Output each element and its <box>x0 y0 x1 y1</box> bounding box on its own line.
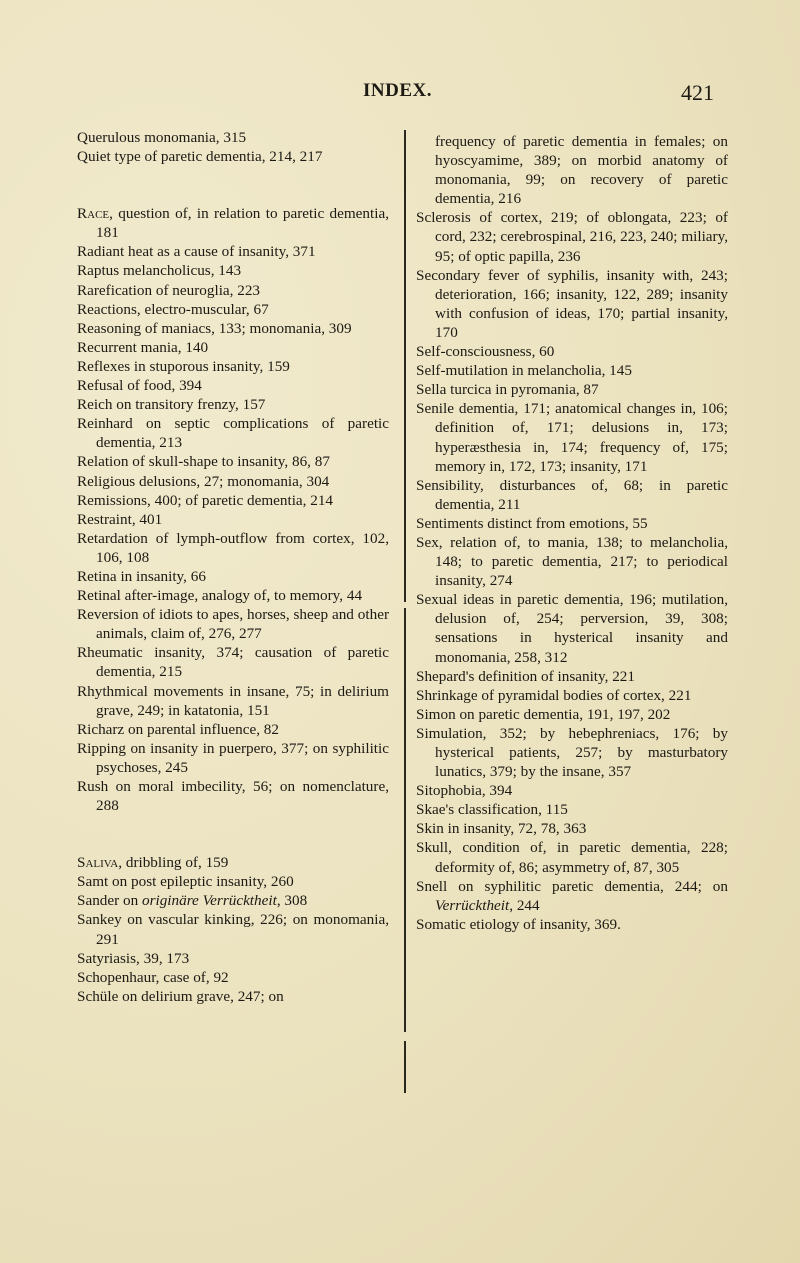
entry-text: Snell on syphilitic paretic dementia, 244; on <box>416 877 728 895</box>
index-entry: Reflexes in stuporous insanity, 159 <box>77 357 290 375</box>
entry-text: , question of, in relation to paretic dementia, 181 <box>96 205 389 242</box>
entry-text: , 244 <box>509 896 540 914</box>
index-entry <box>416 877 728 915</box>
index-entry: Sexual ideas in paretic dementia, 196; mutilation, delusion of, 254; perversion, 39, 308; sensations in hysterical insanity and monomania, 258, 312 <box>416 591 728 666</box>
index-entry: Rarefication of neuroglia, 223 <box>77 281 261 299</box>
entry-text: , 308 <box>276 892 308 910</box>
running-title: INDEX. <box>363 80 432 101</box>
index-entry: Religious delusions, 27; monomania, 304 <box>77 472 330 490</box>
index-entry: Simulation, 352; by hebephreniacs, 176; by hysterical patients, 257; by masturbatory lunatics, 379; by the insane, 357 <box>416 724 728 781</box>
index-entry: Rheumatic insanity, 374; causation of paretic dementia, 215 <box>77 644 389 681</box>
index-entry: Schopenhaur, case of, 92 <box>77 968 229 986</box>
index-entry <box>77 891 389 910</box>
index-entry: Shepard's definition of insanity, 221 <box>416 667 635 685</box>
entry-text: , dribbling of, 159 <box>118 854 229 872</box>
index-entry: Rhythmical movements in insane, 75; in delirium grave, 249; in katatonia, 151 <box>77 682 389 719</box>
index-entry: Simon on paretic dementia, 191, 197, 202 <box>416 705 671 723</box>
index-entry: Secondary fever of syphilis, insanity with, 243; deterioration, 166; insanity, 122, 289; insanity with confusion of ideas, 170; partial insanity, 170 <box>416 266 728 341</box>
index-entry: Remissions, 400; of paretic dementia, 214 <box>77 491 334 509</box>
index-entry: Sclerosis of cortex, 219; of oblongata, 223; of cord, 232; cerebrospinal, 216, 223, 240; miliary, 95; of optic papilla, 236 <box>416 209 728 265</box>
index-entry: Satyriasis, 39, 173 <box>77 949 190 967</box>
entry-italic-term: originäre Verrücktheit <box>141 892 277 910</box>
index-entry: Senile dementia, 171; anatomical changes in, 106; definition of, 171; delusions in, 173; hyperæsthesia in, 174; frequency of, 175; memory in, 172, 173; insanity, 171 <box>416 400 728 475</box>
entry-italic-term: Verrücktheit <box>435 896 510 914</box>
index-column-left <box>77 128 389 1006</box>
index-entry: Richarz on parental influence, 82 <box>77 720 279 738</box>
index-entry: Sankey on vascular kinking, 226; on monomania, 291 <box>77 911 389 948</box>
index-entry: Sella turcica in pyromania, 87 <box>416 381 599 399</box>
index-entry: Retinal after-image, analogy of, to memory, 44 <box>77 587 363 605</box>
index-entry: Skin in insanity, 72, 78, 363 <box>416 820 587 838</box>
index-entry: Querulous monomania, 315 <box>77 129 247 146</box>
index-entry: Refusal of food, 394 <box>77 377 202 395</box>
index-entry: Ripping on insanity in puerpero, 377; on syphilitic psychoses, 245 <box>77 739 389 776</box>
index-entry: Skull, condition of, in paretic dementia, 228; deformity of, 86; asymmetry of, 87, 305 <box>416 839 728 876</box>
index-entry: Reversion of idiots to apes, horses, sheep and other animals, claim of, 276, 277 <box>77 606 389 643</box>
entry-lead: Race <box>77 205 110 223</box>
index-entry: Sitophobia, 394 <box>416 782 513 800</box>
page-header <box>0 80 800 110</box>
index-entry <box>77 853 389 872</box>
index-entry: Sentiments distinct from emotions, 55 <box>416 514 648 532</box>
index-entry: Schüle on delirium grave, 247; on <box>77 987 284 1005</box>
index-entry: Skae's classification, 115 <box>416 801 568 819</box>
index-entry: Raptus melancholicus, 143 <box>77 262 242 280</box>
index-entry: Retina in insanity, 66 <box>77 567 206 585</box>
index-entry: Sex, relation of, to mania, 138; to melancholia, 148; to paretic dementia, 217; to periodical insanity, 274 <box>416 533 728 590</box>
index-column-right <box>416 132 728 934</box>
index-entry: Reich on transitory frenzy, 157 <box>77 396 266 414</box>
index-entry: Retardation of lymph-outflow from cortex, 102, 106, 108 <box>77 529 389 566</box>
index-entry: Reactions, electro-muscular, 67 <box>77 300 269 318</box>
entry-text: Sander on <box>77 892 142 910</box>
index-entry-continuation: frequency of paretic dementia in females; on hyoscyamime, 389; on morbid anatomy of monomania, 99; on recovery of paretic dementia, 216 <box>435 133 728 208</box>
index-entry: Self-consciousness, 60 <box>416 343 555 361</box>
index-entry: Samt on post epileptic insanity, 260 <box>77 873 294 891</box>
index-entry: Quiet type of paretic dementia, 214, 217 <box>77 148 323 166</box>
index-entry: Restraint, 401 <box>77 510 163 528</box>
index-entry: Sensibility, disturbances of, 68; in paretic dementia, 211 <box>416 476 728 513</box>
index-entry: Recurrent mania, 140 <box>77 338 209 356</box>
index-entry: Rush on moral imbecility, 56; on nomenclature, 288 <box>77 778 389 815</box>
column-divider <box>404 608 406 1032</box>
index-entry: Somatic etiology of insanity, 369. <box>416 915 621 933</box>
index-entry: Reasoning of maniacs, 133; monomania, 309 <box>77 319 352 337</box>
index-entry: Reinhard on septic complications of paretic dementia, 213 <box>77 415 389 452</box>
page-number: 421 <box>681 80 714 105</box>
column-divider <box>404 130 406 602</box>
entry-lead: Saliva <box>77 854 119 872</box>
index-entry: Radiant heat as a cause of insanity, 371 <box>77 243 316 261</box>
index-entry: Self-mutilation in melancholia, 145 <box>416 362 632 380</box>
index-entry: Shrinkage of pyramidal bodies of cortex, 221 <box>416 686 692 704</box>
column-divider <box>404 1041 406 1093</box>
index-entry: Relation of skull-shape to insanity, 86, 87 <box>77 453 330 471</box>
index-entry <box>77 204 389 242</box>
